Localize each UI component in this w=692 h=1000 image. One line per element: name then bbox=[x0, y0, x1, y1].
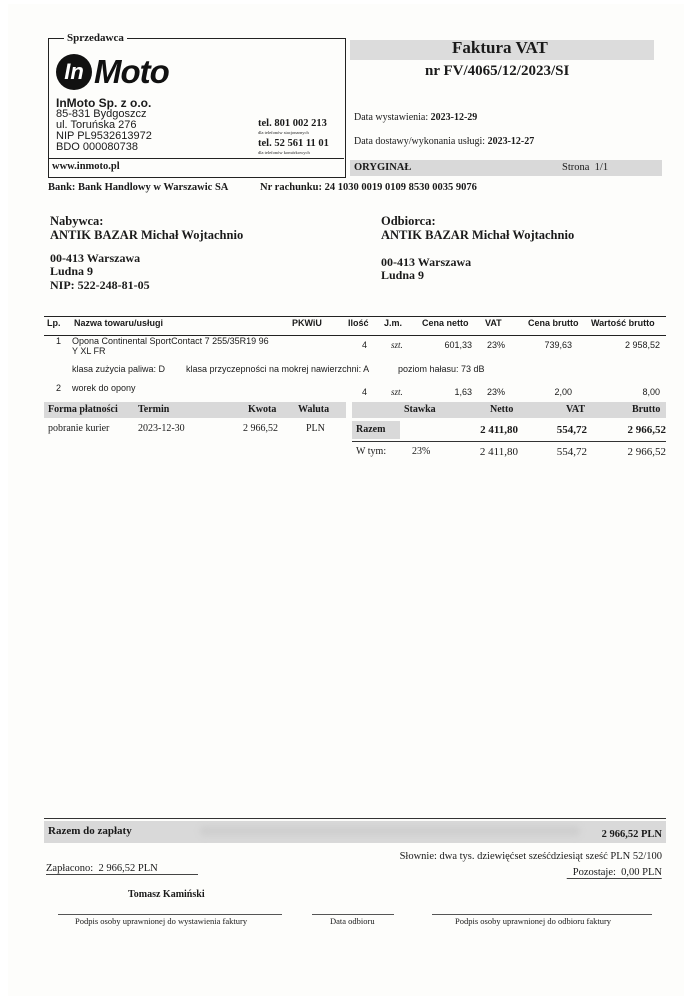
seller-divider bbox=[48, 158, 344, 159]
pay-col-currency: Waluta bbox=[298, 404, 330, 415]
sum-col-rate: Stawka bbox=[404, 404, 436, 415]
col-unit: J.m. bbox=[384, 318, 403, 328]
seller-name: InMoto Sp. z o.o. bbox=[56, 96, 152, 110]
pay-col-method: Forma płatności bbox=[48, 404, 118, 415]
row2-unit: szt. bbox=[391, 387, 403, 397]
col-lp: Lp. bbox=[47, 318, 61, 328]
remaining-amount: 0,00 PLN bbox=[621, 867, 662, 878]
buyer-street: Ludna 9 bbox=[50, 264, 94, 278]
pay-term: 2023-12-30 bbox=[138, 423, 185, 434]
total-label: Razem bbox=[356, 424, 386, 435]
row2-qty: 4 bbox=[362, 387, 368, 397]
recipient-city: 00-413 Warszawa bbox=[381, 255, 472, 269]
remaining-label: Pozostaje: bbox=[572, 867, 616, 878]
page-indicator: Strona 1/1 bbox=[562, 162, 609, 173]
row2-net: 1,63 bbox=[454, 387, 472, 397]
seller-nip: NIP PL9532613972 bbox=[56, 130, 152, 142]
sum-col-vat: VAT bbox=[566, 404, 586, 415]
pay-amount: 2 966,52 bbox=[243, 423, 278, 434]
issue-date: 2023-12-29 bbox=[430, 112, 478, 123]
logo-mark: In bbox=[56, 54, 92, 90]
row2-vat: 23% bbox=[487, 387, 506, 397]
bank-account: Nr rachunku: 24 1030 0019 0109 8530 0035 9076 bbox=[260, 182, 477, 193]
pay-col-term: Termin bbox=[138, 404, 170, 415]
row1-name: Opona Continental SportContact 7 255/35R19 96 bbox=[72, 336, 269, 346]
recipient-street: Ludna 9 bbox=[381, 268, 425, 282]
buyer-name: ANTIK BAZAR Michał Wojtachnio bbox=[50, 228, 244, 242]
incl-net: 2 411,80 bbox=[479, 446, 518, 458]
sum-col-gross: Brutto bbox=[632, 404, 661, 415]
col-qty: Ilość bbox=[348, 318, 369, 328]
col-value: Wartość brutto bbox=[591, 318, 655, 328]
row2-lp: 2 bbox=[56, 383, 62, 393]
col-name: Nazwa towaru/usługi bbox=[74, 318, 164, 328]
buyer-city: 00-413 Warszawa bbox=[50, 251, 141, 265]
row1-detail-noise: poziom hałasu: 73 dB bbox=[398, 364, 485, 374]
row1-detail-grip: klasa przyczepności na mokrej nawierzchni: A bbox=[186, 364, 370, 374]
paid-label: Zapłacono: bbox=[46, 863, 94, 874]
recipient-label: Odbiorca: bbox=[381, 214, 436, 228]
buyer-nip: NIP: 522-248-81-05 bbox=[50, 278, 150, 292]
row1-name-cont: Y XL FR bbox=[72, 346, 106, 356]
incl-rate: 23% bbox=[412, 446, 431, 457]
pay-col-amount: Kwota bbox=[248, 404, 277, 415]
total-gross: 2 966,52 bbox=[627, 424, 666, 436]
remaining-line bbox=[567, 867, 662, 879]
sig-line-receiver bbox=[432, 914, 652, 915]
col-vat: VAT bbox=[485, 318, 502, 328]
seller-website[interactable]: www.inmoto.pl bbox=[52, 161, 120, 172]
buyer-label: Nabywca: bbox=[50, 214, 104, 228]
incl-vat: 554,72 bbox=[556, 446, 587, 458]
recipient-name: ANTIK BAZAR Michał Wojtachnio bbox=[381, 228, 575, 242]
row1-detail-fuel: klasa zużycia paliwa: D bbox=[72, 364, 166, 374]
seller-tel2: tel. 52 561 11 01 bbox=[258, 138, 329, 149]
row1-lp: 1 bbox=[56, 336, 62, 346]
paid-amount: 2 966,52 PLN bbox=[98, 863, 158, 874]
row1-value: 2 958,52 bbox=[624, 340, 660, 350]
sig-receiver-caption: Podpis osoby uprawnionej do odbioru faktury bbox=[455, 916, 612, 926]
sig-date-caption: Data odbioru bbox=[330, 916, 375, 926]
col-gross: Cena brutto bbox=[528, 318, 579, 328]
invoice-number: nr FV/4065/12/2023/SI bbox=[425, 63, 570, 79]
seller-tel1-note: dla telefonów stacjonarnych bbox=[258, 130, 309, 135]
issue-date-label: Data wystawienia: 2023-12-29 bbox=[354, 112, 478, 123]
paid-line bbox=[46, 863, 198, 875]
seller-street: ul. Toruńska 276 bbox=[56, 119, 137, 131]
signer-name: Tomasz Kamiński bbox=[128, 889, 205, 900]
delivery-date: 2023-12-27 bbox=[487, 136, 535, 147]
sig-issuer-caption: Podpis osoby uprawnionej do wystawienia faktury bbox=[75, 916, 248, 926]
pay-currency: PLN bbox=[306, 423, 325, 434]
seller-tel2-note: dla telefonów komórkowych bbox=[258, 150, 310, 155]
col-net: Cena netto bbox=[422, 318, 469, 328]
total-vat: 554,72 bbox=[556, 424, 587, 436]
row2-name: worek do opony bbox=[72, 383, 136, 393]
redaction-blur bbox=[200, 826, 580, 836]
bank-name: Bank: Bank Handlowy w Warszawic SA bbox=[48, 182, 229, 193]
row1-gross: 739,63 bbox=[544, 340, 572, 350]
due-label: Razem do zapłaty bbox=[48, 825, 132, 837]
seller-bdo: BDO 000080738 bbox=[56, 141, 138, 153]
seller-city: 85-831 Bydgoszcz bbox=[56, 108, 147, 120]
sum-col-net: Netto bbox=[490, 404, 514, 415]
row1-unit: szt. bbox=[391, 340, 403, 350]
delivery-date-label: Data dostawy/wykonania usługi: 2023-12-27 bbox=[354, 136, 535, 147]
amount-in-words: Słownie: dwa tys. dziewięćset sześćdziesiąt sześć PLN 52/100 bbox=[399, 851, 662, 862]
seller-label: Sprzedawca bbox=[64, 32, 127, 44]
seller-tel1: tel. 801 002 213 bbox=[258, 118, 327, 129]
incl-label: W tym: bbox=[356, 446, 387, 457]
incl-gross: 2 966,52 bbox=[627, 446, 666, 458]
due-amount: 2 966,52 PLN bbox=[601, 829, 662, 840]
total-net: 2 411,80 bbox=[480, 424, 518, 436]
summary-divider bbox=[352, 441, 666, 442]
pay-method: pobranie kurier bbox=[48, 423, 110, 434]
invoice-title: Faktura VAT bbox=[452, 38, 548, 57]
row1-net: 601,33 bbox=[444, 340, 472, 350]
sig-line-date bbox=[312, 914, 394, 915]
sig-line-issuer bbox=[58, 914, 282, 915]
footer-top-rule bbox=[44, 818, 666, 819]
col-pkwiu: PKWiU bbox=[292, 318, 322, 328]
row1-vat: 23% bbox=[487, 340, 506, 350]
row2-value: 8,00 bbox=[642, 387, 660, 397]
row2-gross: 2,00 bbox=[554, 387, 572, 397]
copy-label: ORYGINAŁ bbox=[354, 162, 412, 173]
inmoto-logo bbox=[56, 52, 169, 92]
row1-qty: 4 bbox=[362, 340, 368, 350]
logo-word: Moto bbox=[94, 53, 169, 90]
